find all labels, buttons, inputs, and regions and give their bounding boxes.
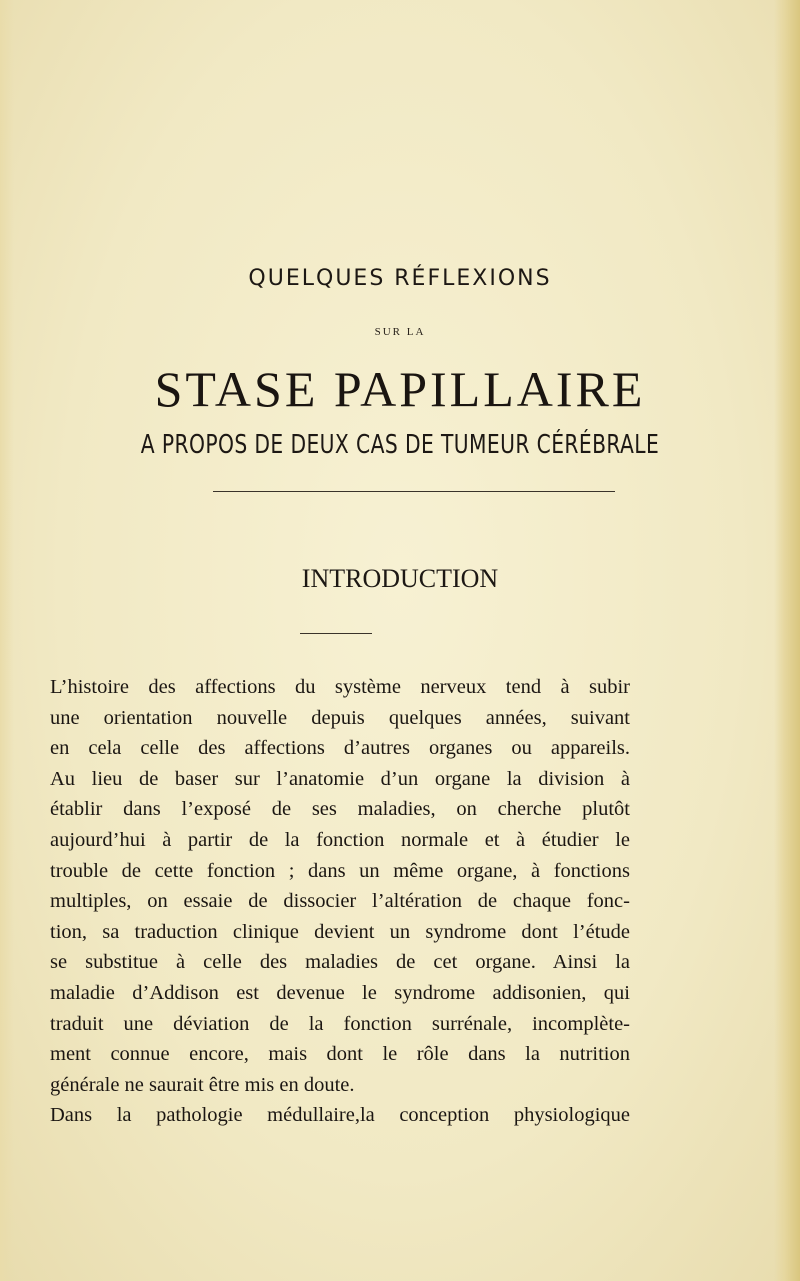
subtitle-a-propos: A PROPOS DE DEUX CAS DE TUMEUR CÉRÉBRALE	[140, 430, 660, 460]
text-line: aujourd’hui à partir de la fonction normale et à étudier le	[50, 828, 630, 851]
body-paragraphs	[50, 672, 630, 1131]
title-sur-la: SUR LA	[374, 326, 426, 338]
text-line: ment connue encore, mais dont le rôle dans la nutrition	[50, 1043, 630, 1066]
text-line: maladie d’Addison est devenue le syndrome addisonien, qui	[50, 981, 630, 1004]
text-line: générale ne saurait être mis en doute.	[50, 1073, 355, 1096]
page-left-edge	[0, 0, 14, 1281]
title-stase-papillaire: STASE PAPILLAIRE	[154, 361, 646, 417]
title-quelques-reflexions: QUELQUES RÉFLEXIONS	[248, 266, 552, 291]
text-line: Dans la pathologie médullaire,la conception physiologique	[50, 1104, 630, 1127]
text-line: se substitue à celle des maladies de cet organe. Ainsi la	[50, 951, 630, 974]
text-line: établir dans l’exposé de ses maladies, on cherche plutôt	[50, 798, 630, 821]
page-right-edge	[774, 0, 800, 1281]
text-line: traduit une déviation de la fonction surrénale, incomplète-	[50, 1012, 630, 1035]
text-line: tion, sa traduction clinique devient un syndrome dont l’étude	[50, 920, 630, 943]
text-line: en cela celle des affections d’autres organes ou appareils.	[50, 737, 630, 760]
text-line: Au lieu de baser sur l’anatomie d’un organe la division à	[50, 767, 630, 790]
text-line: trouble de cette fonction ; dans un même organe, à fonctions	[50, 859, 630, 882]
title-divider	[213, 491, 615, 492]
section-title-introduction: INTRODUCTION	[301, 564, 499, 593]
text-line: L’histoire des affections du système nerveux tend à subir	[50, 676, 630, 698]
text-line: une orientation nouvelle depuis quelques années, suivant	[50, 706, 630, 729]
text-line: multiples, on essaie de dissocier l’altération de chaque fonc-	[50, 890, 630, 913]
section-divider	[300, 633, 372, 634]
